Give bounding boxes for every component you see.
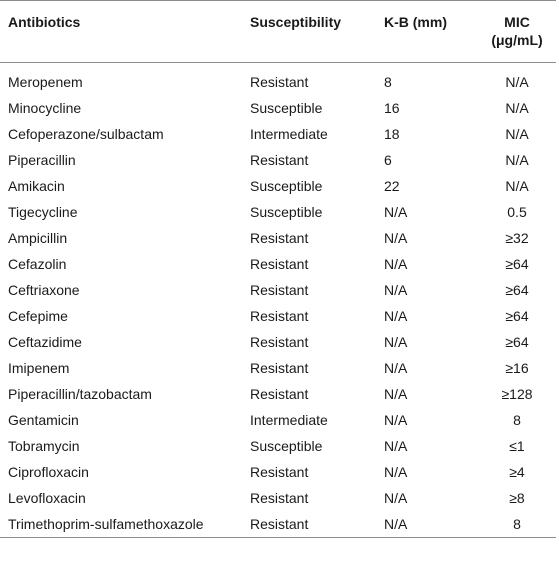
cell-kb: N/A	[384, 334, 408, 350]
table-row	[0, 63, 556, 96]
cell-susceptibility: Resistant	[250, 282, 309, 298]
cell-antibiotic: Ceftriaxone	[8, 282, 80, 298]
header-kb: K-B (mm)	[384, 14, 447, 30]
cell-mic: ≥32	[505, 230, 529, 246]
cell-antibiotic: Tobramycin	[8, 438, 80, 454]
cell-susceptibility: Resistant	[250, 490, 309, 506]
header-susceptibility: Susceptibility	[250, 14, 342, 30]
cell-susceptibility: Resistant	[250, 386, 309, 402]
cell-mic: 0.5	[507, 204, 527, 220]
cell-susceptibility: Resistant	[250, 256, 309, 272]
cell-mic: N/A	[505, 74, 529, 90]
cell-kb: 18	[384, 126, 400, 142]
cell-mic: ≥8	[509, 490, 525, 506]
cell-susceptibility: Resistant	[250, 74, 309, 90]
cell-mic: N/A	[505, 178, 529, 194]
table-row	[0, 511, 556, 538]
cell-kb: N/A	[384, 204, 408, 220]
cell-kb: 22	[384, 178, 400, 194]
table-row	[0, 251, 556, 277]
cell-susceptibility: Resistant	[250, 308, 309, 324]
cell-susceptibility: Susceptible	[250, 178, 323, 194]
header-mic-line1: MIC	[504, 14, 530, 30]
cell-kb: N/A	[384, 386, 408, 402]
cell-antibiotic: Tigecycline	[8, 204, 78, 220]
table-row	[0, 277, 556, 303]
cell-kb: N/A	[384, 490, 408, 506]
cell-mic: 8	[513, 412, 521, 428]
header-mic	[480, 1, 556, 63]
cell-kb: N/A	[384, 412, 408, 428]
cell-kb: N/A	[384, 282, 408, 298]
cell-antibiotic: Ampicillin	[8, 230, 68, 246]
table-row	[0, 173, 556, 199]
cell-mic: ≤1	[509, 438, 525, 454]
cell-susceptibility: Susceptible	[250, 204, 323, 220]
table-row	[0, 225, 556, 251]
cell-mic: 8	[513, 516, 521, 532]
cell-antibiotic: Ciprofloxacin	[8, 464, 89, 480]
cell-antibiotic: Amikacin	[8, 178, 65, 194]
cell-kb: N/A	[384, 256, 408, 272]
cell-kb: N/A	[384, 438, 408, 454]
cell-susceptibility: Resistant	[250, 464, 309, 480]
cell-kb: 6	[384, 152, 392, 168]
cell-mic: N/A	[505, 152, 529, 168]
cell-susceptibility: Resistant	[250, 152, 309, 168]
cell-antibiotic: Minocycline	[8, 100, 82, 116]
cell-antibiotic: Ceftazidime	[8, 334, 82, 350]
cell-antibiotic: Cefoperazone/sulbactam	[8, 126, 164, 142]
cell-antibiotic: Imipenem	[8, 360, 70, 376]
cell-mic: ≥4	[509, 464, 525, 480]
table-row	[0, 199, 556, 225]
cell-antibiotic: Piperacillin	[8, 152, 76, 168]
cell-antibiotic: Trimethoprim-sulfamethoxazole	[8, 516, 204, 532]
cell-kb: N/A	[384, 230, 408, 246]
cell-antibiotic: Levofloxacin	[8, 490, 86, 506]
cell-kb: 8	[384, 74, 392, 90]
cell-kb: 16	[384, 100, 400, 116]
cell-susceptibility: Intermediate	[250, 412, 328, 428]
cell-mic: ≥64	[505, 256, 529, 272]
table-row	[0, 329, 556, 355]
table-row	[0, 303, 556, 329]
table-header	[0, 1, 556, 63]
cell-antibiotic: Piperacillin/tazobactam	[8, 386, 152, 402]
cell-susceptibility: Resistant	[250, 516, 309, 532]
cell-kb: N/A	[384, 308, 408, 324]
header-row	[0, 1, 556, 63]
cell-antibiotic: Cefepime	[8, 308, 68, 324]
header-antibiotics: Antibiotics	[8, 14, 81, 30]
cell-antibiotic: Gentamicin	[8, 412, 79, 428]
table-row	[0, 433, 556, 459]
cell-antibiotic: Meropenem	[8, 74, 83, 90]
cell-susceptibility: Resistant	[250, 334, 309, 350]
cell-mic: ≥64	[505, 282, 529, 298]
cell-susceptibility: Susceptible	[250, 100, 323, 116]
cell-mic: ≥64	[505, 334, 529, 350]
cell-antibiotic: Cefazolin	[8, 256, 67, 272]
cell-susceptibility: Intermediate	[250, 126, 328, 142]
cell-kb: N/A	[384, 464, 408, 480]
cell-mic: ≥16	[505, 360, 529, 376]
table-row	[0, 121, 556, 147]
cell-kb: N/A	[384, 516, 408, 532]
cell-susceptibility: Resistant	[250, 360, 309, 376]
cell-susceptibility: Resistant	[250, 230, 309, 246]
table-row	[0, 485, 556, 511]
table-body	[0, 63, 556, 538]
cell-mic: N/A	[505, 126, 529, 142]
cell-mic: ≥128	[501, 386, 533, 402]
table-row	[0, 459, 556, 485]
table-row	[0, 147, 556, 173]
cell-susceptibility: Susceptible	[250, 438, 323, 454]
header-mic-line2: (μg/mL)	[491, 32, 543, 48]
table-row	[0, 355, 556, 381]
table-row	[0, 95, 556, 121]
table-row	[0, 407, 556, 433]
cell-kb: N/A	[384, 360, 408, 376]
table-row	[0, 381, 556, 407]
cell-mic: N/A	[505, 100, 529, 116]
cell-mic: ≥64	[505, 308, 529, 324]
